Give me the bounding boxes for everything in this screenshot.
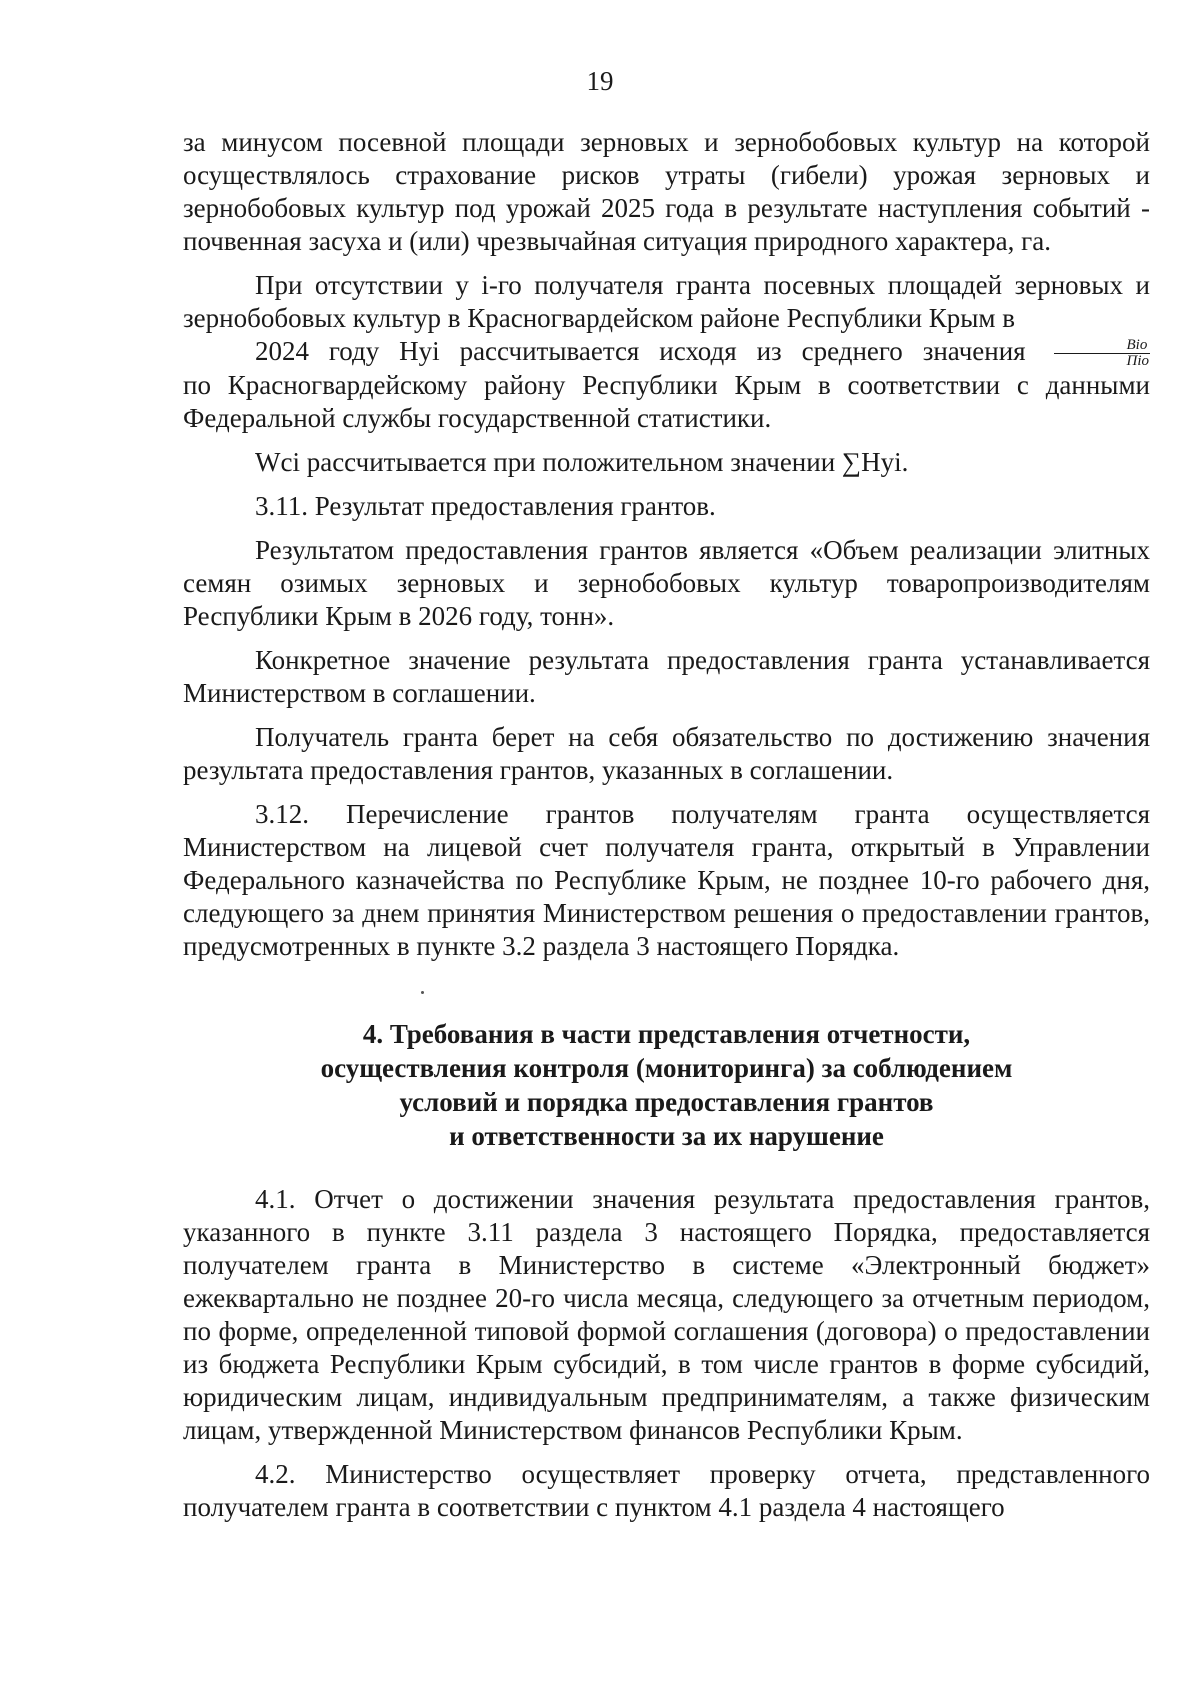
fraction-denominator: Пio xyxy=(1126,353,1149,370)
paragraph-absence-line1: При отсутствии у i-го получателя гранта посевных площадей зерновых и зернобобовых культур в Красногвардейском районе Республики Крым в xyxy=(183,270,1150,333)
paragraph-4-1: 4.1. Отчет о достижении значения результата предоставления грантов, указанного в пункте 3.11 раздела 3 настоящего Порядка, предоставляется получателем гранта в Министерство в системе «Электронный бюджет» ежеквартально не позднее 20-го числа месяца, следующего за отчетным периодом, по форме, определенной типовой формой соглашения (договора) о предоставлении из бюджета Республики Крым субсидий, в том числе грантов в форме субсидий, юридическим лицам, индивидуальным предпринимателям, а также физическим лицам, утвержденной Министерством финансов Республики Крым. xyxy=(183,1184,1150,1445)
fraction-numerator: Bio xyxy=(1054,338,1151,354)
fraction-formula xyxy=(1054,338,1151,369)
paragraph-obligation: Получатель гранта берет на себя обязательство по достижению значения результата предоставления грантов, указанных в соглашении. xyxy=(183,722,1150,786)
paragraph-3-11-title: 3.11. Результат предоставления грантов. xyxy=(255,491,716,522)
paragraph-absence-line2: 2024 году Hуi рассчитывается исходя из среднего значения xyxy=(255,336,1026,366)
paragraph-continuation: за минусом посевной площади зерновых и зернобобовых культур на которой осуществлялось страхование рисков утраты (гибели) урожая зерновых и зернобобовых культур под урожай 2025 года в результате наступления событий - почвенная засуха и (или) чрезвычайная ситуация природного характера, га. xyxy=(183,127,1150,256)
heading-line-2: осуществления контроля (мониторинга) за соблюдением xyxy=(320,1053,1013,1083)
heading-line-4: и ответственности за их нарушение xyxy=(449,1121,884,1151)
paragraph-wci: Wci рассчитывается при положительном значении ∑Hуi. xyxy=(255,447,909,478)
paragraph-specific-value: Конкретное значение результата предоставления гранта устанавливается Министерством в соглашении. xyxy=(183,645,1150,709)
page-number: 19 xyxy=(586,66,614,96)
section-4-body xyxy=(183,1183,1150,1524)
heading-line-1: 4. Требования в части представления отчетности, xyxy=(362,1019,971,1049)
section-4-heading xyxy=(183,1017,1150,1153)
paragraph-3-12: 3.12. Перечисление грантов получателям гранта осуществляется Министерством на лицевой счет получателя гранта, открытый в Управлении Федерального казначейства по Республике Крым, не позднее 10-го рабочего дня, следующего за днем принятия Министерством решения о предоставлении грантов, предусмотренных в пункте 3.2 раздела 3 настоящего Порядка. xyxy=(183,799,1150,962)
paragraph-absence-rest: по Красногвардейскому району Республики Крым в соответствии с данными Федеральной службы государственной статистики. xyxy=(183,370,1150,434)
paragraph-absence-of-areas xyxy=(183,269,1150,335)
paragraph-4-2: 4.2. Министерство осуществляет проверку отчета, представленного получателем гранта в соответствии с пунктом 4.1 раздела 4 настоящего xyxy=(183,1459,1150,1522)
paragraph-result: Результатом предоставления грантов является «Объем реализации элитных семян озимых зерновых и зернобобовых культур товаропроизводителям Республики Крым в 2026 году, тонн». xyxy=(183,535,1150,632)
body-text xyxy=(183,126,1150,963)
scan-speck xyxy=(421,991,424,994)
heading-line-3: условий и порядка предоставления грантов xyxy=(399,1087,934,1117)
paragraph-absence-line2-row xyxy=(183,335,1150,369)
